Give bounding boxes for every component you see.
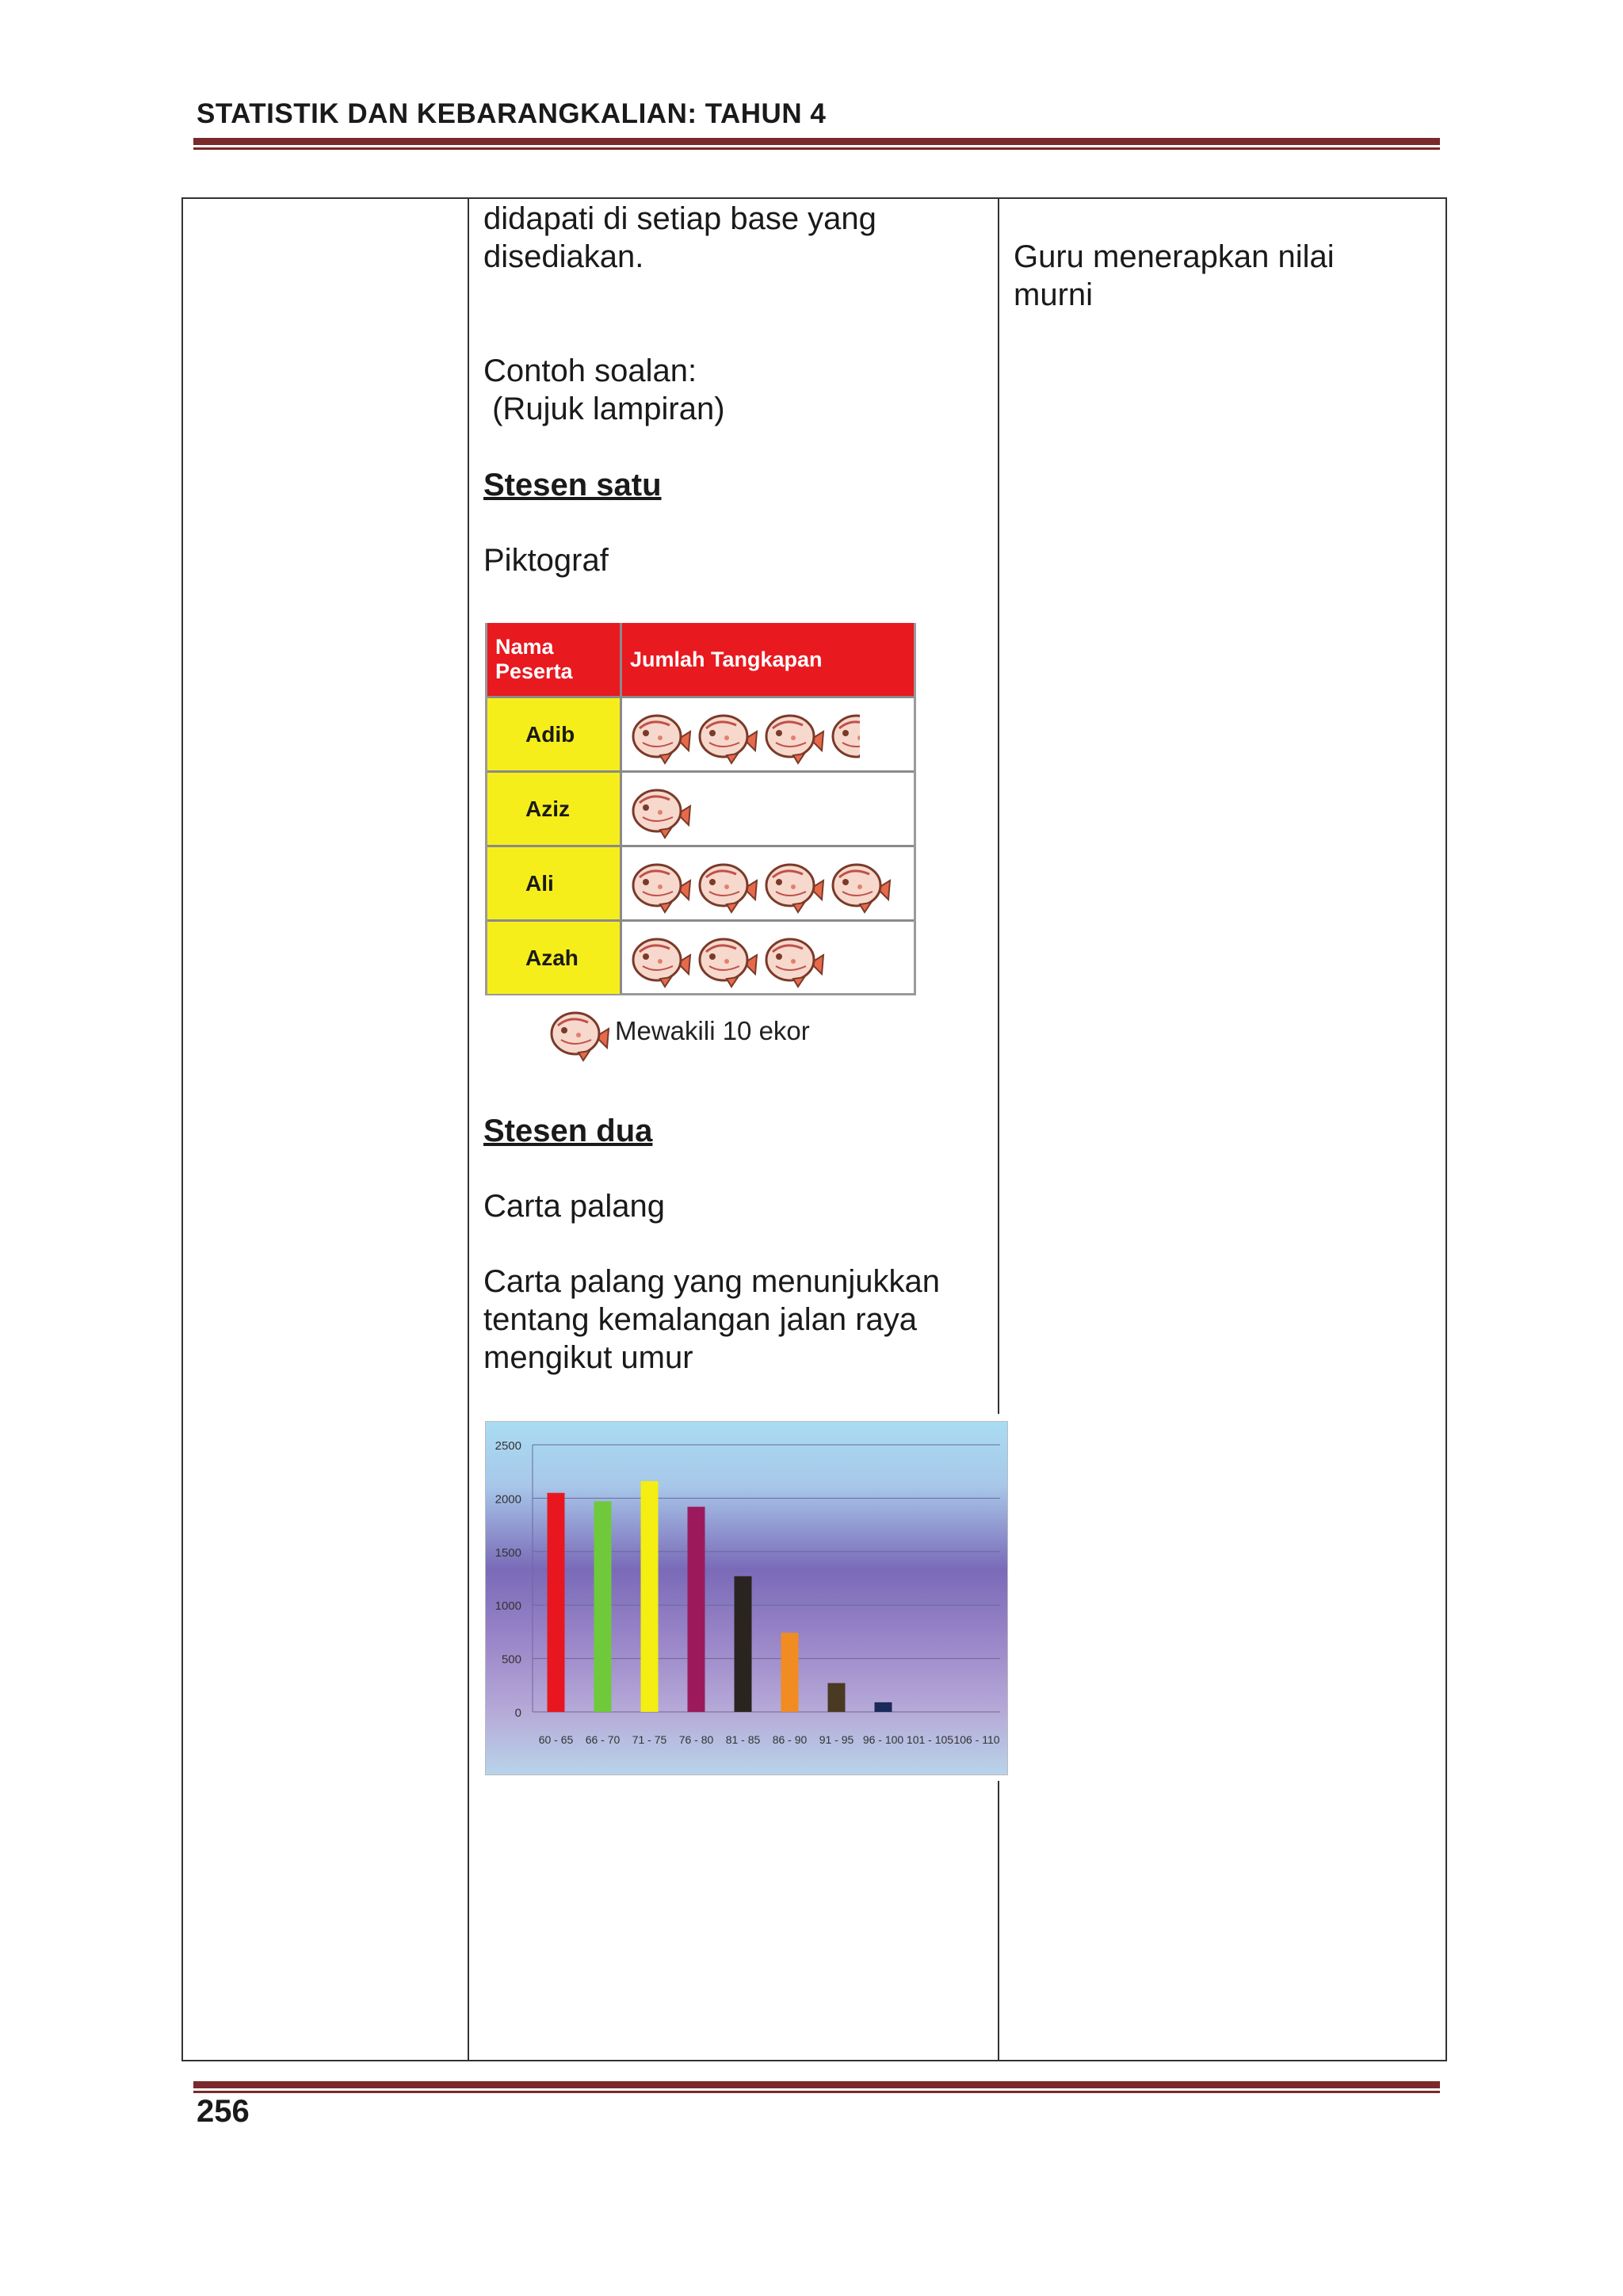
contoh-soalan: Contoh soalan: (Rujuk lampiran) — [483, 353, 725, 426]
bar — [688, 1507, 705, 1712]
pictograph-table — [485, 623, 916, 995]
carta-palang-description: Carta palang yang menunjukkan tentang kemalangan jalan raya mengikut umur — [483, 1264, 940, 1375]
bar — [548, 1493, 565, 1712]
fish-icon — [628, 852, 692, 914]
pictograph-row — [487, 919, 914, 994]
column-divider-1 — [468, 197, 469, 2061]
right-column-note: Guru menerapkan nilai murni — [1014, 239, 1335, 312]
bar — [735, 1576, 752, 1712]
page-number: 256 — [197, 2094, 250, 2129]
y-tick-label: 2500 — [495, 1439, 521, 1453]
fish-icon — [628, 703, 692, 765]
pictograph-header-row — [487, 623, 914, 696]
x-tick-label: 71 - 75 — [632, 1733, 667, 1746]
bar — [781, 1633, 799, 1712]
x-tick-label: 81 - 85 — [725, 1733, 761, 1746]
participant-name: Ali — [487, 847, 622, 919]
fish-icon — [828, 703, 860, 765]
bar-chart-svg — [485, 1421, 1008, 1775]
bar-chart — [485, 1421, 1008, 1775]
y-tick-label: 2000 — [495, 1492, 521, 1507]
legend-text: Mewakili 10 ekor — [615, 1016, 810, 1045]
bar — [641, 1481, 659, 1712]
fish-icons — [628, 703, 860, 765]
y-tick-label: 0 — [514, 1706, 521, 1720]
bar — [875, 1702, 892, 1712]
fish-icon — [695, 703, 758, 765]
participant-name: Azah — [487, 922, 622, 994]
x-tick-label: 86 - 90 — [772, 1733, 808, 1746]
fish-icon — [628, 777, 692, 839]
x-tick-label: 76 - 80 — [678, 1733, 714, 1746]
lesson-table — [181, 197, 1447, 2061]
column-divider-2 — [998, 197, 999, 1414]
header-rule — [193, 138, 1440, 150]
bar — [828, 1683, 846, 1712]
paragraph-base: didapati di setiap base yang disediakan. — [483, 201, 876, 274]
bar — [594, 1501, 612, 1712]
fish-icon — [547, 1000, 610, 1062]
fish-icon — [695, 926, 758, 988]
fish-icon — [628, 926, 692, 988]
pictograph-row — [487, 770, 914, 845]
y-tick-label: 500 — [501, 1652, 521, 1667]
pictograph-legend — [547, 1000, 810, 1062]
x-tick-label: 91 - 95 — [819, 1733, 854, 1746]
x-tick-label: 101 - 105 — [906, 1733, 954, 1746]
stesen-satu-heading: Stesen satu — [483, 468, 662, 502]
column-divider-2b — [998, 1781, 999, 2061]
fish-icons — [628, 852, 892, 914]
x-tick-label: 96 - 100 — [862, 1733, 904, 1746]
header-title: STATISTIK DAN KEBARANGKALIAN: TAHUN 4 — [197, 98, 827, 129]
fish-icons — [628, 777, 692, 839]
participant-name: Aziz — [487, 773, 622, 845]
fish-icon — [695, 852, 758, 914]
x-tick-label: 66 - 70 — [585, 1733, 621, 1746]
x-tick-label: 106 - 110 — [953, 1733, 1000, 1746]
header-jumlah-tangkapan: Jumlah Tangkapan — [630, 647, 823, 671]
fish-icon — [828, 852, 892, 914]
pictograph-row — [487, 696, 914, 770]
x-tick-label: 60 - 65 — [538, 1733, 574, 1746]
header-nama-peserta: Nama Peserta — [487, 623, 622, 696]
y-tick-label: 1500 — [495, 1545, 521, 1560]
fish-icon — [762, 926, 825, 988]
pictograph-row — [487, 845, 914, 919]
fish-icon — [762, 703, 825, 765]
fish-icons — [628, 926, 825, 988]
footer-rule — [193, 2081, 1440, 2093]
piktograf-label: Piktograf — [483, 543, 609, 578]
carta-palang-label: Carta palang — [483, 1189, 666, 1224]
participant-name: Adib — [487, 698, 622, 770]
stesen-dua-heading: Stesen dua — [483, 1114, 653, 1148]
y-tick-label: 1000 — [495, 1599, 521, 1614]
fish-icon — [762, 852, 825, 914]
